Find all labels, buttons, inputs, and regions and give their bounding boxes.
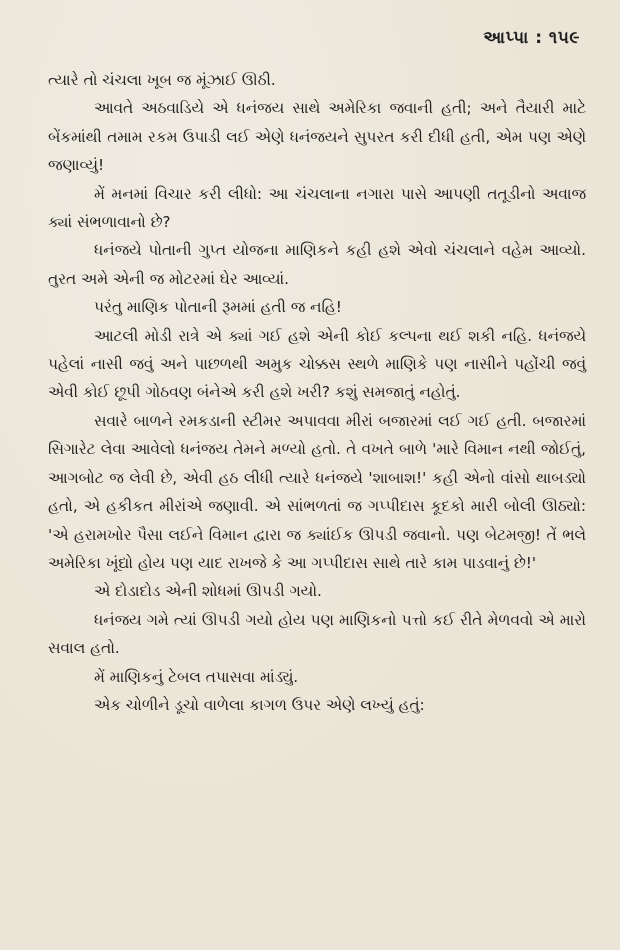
paragraph: મેં મનમાં વિચાર કરી લીધો: આ ચંચલાના નગારા પાસે આપણી તતૂડીનો અવાજ ક્યાં સંભળાવાનો છે?	[48, 184, 586, 232]
paragraph: આટલી મોડી રાત્રે એ ક્યાં ગઈ હશે એની કોઈ કલ્પના થઈ શકી નહિ. ધનંજયે પહેલાં નાસી જવું અને પાછળથી અમુક ચોક્કસ સ્થળે માણિકે પણ નાસીને પહોંચી જવું એવી કોઈ છૂપી ગોઠવણ બંનેએ કરી હશે ખરી? કશું સમજાતું નહોતું.	[48, 326, 586, 402]
paragraph: મેં માણિકનું ટેબલ તપાસવા માંડ્યું.	[94, 667, 299, 686]
paragraph: એક ચોળીને ડૂચો વાળેલા કાગળ ઉપર એણે લખ્યું હતું:	[94, 695, 425, 714]
paragraph: પરંતુ માણિક પોતાની રૂમમાં હતી જ નહિ!	[94, 298, 342, 317]
paragraph: ધનંજય ગમે ત્યાં ઊપડી ગયો હોય પણ માણિકનો પત્તો કઈ રીતે મેળવવો એ મારો સવાલ હતો.	[48, 610, 586, 658]
paragraph: ધનંજયે પોતાની ગુપ્ત યોજના માણિકને કહી હશે એવો ચંચલાને વહેમ આવ્યો. તુરત અમે એની જ મોટરમાં ઘેર આવ્યાં.	[48, 241, 586, 288]
paragraph: એ દોડાદોડ એની શોધમાં ઊપડી ગયો.	[94, 582, 322, 601]
paragraph: સવારે બાળને રમકડાની સ્ટીમર અપાવવા મીરાં બજારમાં લઈ ગઈ હતી. બજારમાં સિગારેટ લેવા આવેલો ધનંજય તેમને મળ્યો હતો. તે વખતે બાળે 'મારે વિમાન નથી જોઈતું, આગબોટ જ લેવી છે, એવી હઠ લીધી ત્યારે ધનંજયે 'શાબાશ!' કહી એનો વાંસો થાબડ્યો હતો, એ હકીકત મીરાંએ જણાવી. એ સાંભળતાં જ ગપ્પીદાસ કૂદકો મારી બોલી ઊઠ્યો: 'એ હરામખોર પૈસા લઈને વિમાન દ્વારા જ ક્યાંઈક ઊપડી જવાનો. પણ બેટમજી! તેં ભલે અમેરિકા ખૂંદ્યો હોય પણ યાદ રાખજે કે આ ગપ્પીદાસ સાથે તારે કામ પાડવાનું છે!'	[48, 411, 586, 572]
page-header: આપ્પા : ૧૫૯	[483, 28, 580, 48]
body-text	[48, 66, 586, 719]
paragraph: આવતે અઠવાડિયે એ ધનંજય સાથે અમેરિકા જવાની હતી; અને તૈયારી માટે બેંકમાંથી તમામ રકમ ઉપાડી લઈ એણે ધનંજયને સુપરત કરી દીધી હતી, એમ પણ એણે જણાવ્યું!	[48, 99, 586, 175]
paragraph: ત્યારે તો ચંચલા ખૂબ જ મૂંઝાઈ ઊઠી.	[48, 71, 276, 89]
